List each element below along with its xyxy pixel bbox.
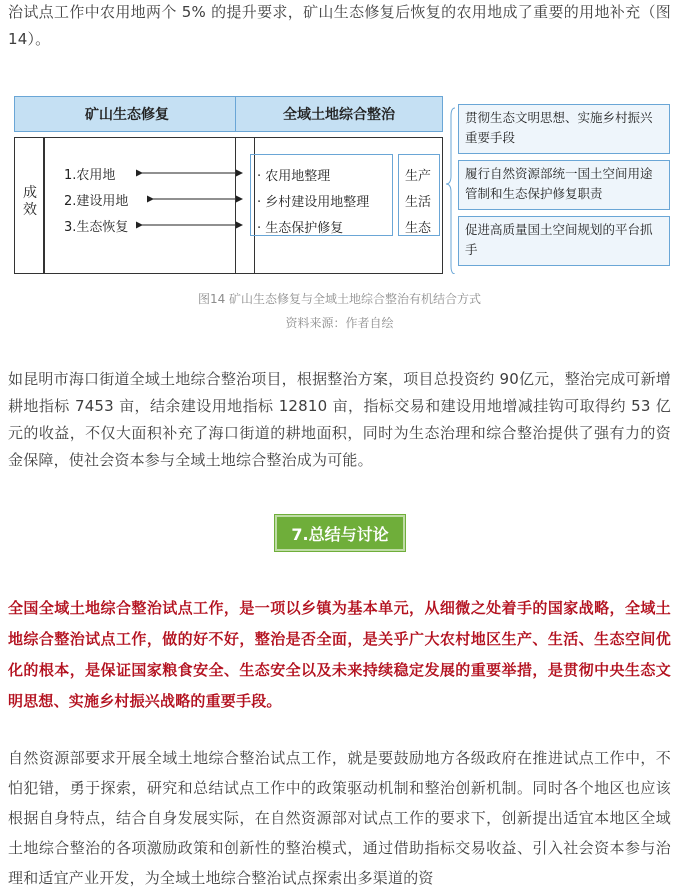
left-item-ecology: 3.生态恢复 [64,220,129,235]
triad-living: 生活 [405,195,432,210]
middle-item-ecology: · 生态保护修复 [257,221,344,236]
effect-label: 成效 [23,185,37,218]
left-item-construction: 2.建设用地 [64,194,129,209]
paragraph-intro: 治试点工作中农用地两个 5% 的提升要求，矿山生态修复后恢复的农用地成了重要的用地补充（图 14）。 [8,3,671,48]
middle-item-farmland: · 农用地整理 [257,169,331,184]
header-land-consolidation: 全域土地综合整治 [235,96,443,132]
paragraph-highlight: 全国全域土地综合整治试点工作，是一项以乡镇为基本单元，从细微之处着手的国家战略，全域土地综合整治试点工作，做的好不好，整治是否全面，是关乎广大农村地区生产、生活、生态空间优化的根本，是保证国家粮食安全、生态安全以及未来持续稳定发展的重要举措，是贯彻中央生态文明思想、实施乡村振兴战略的重要手段。 [8,599,671,710]
middle-item-village: · 乡村建设用地整理 [257,195,370,210]
triad-ecology: 生态 [405,221,432,236]
section-title: 7.总结与讨论 [275,515,405,551]
figure-caption: 图14 矿山生态修复与全域土地综合整治有机结合方式 [197,292,482,306]
triad-production: 生产 [405,169,432,184]
right-item-ecological-civilization: 贯彻生态文明思想、实施乡村振兴重要手段 [458,104,670,154]
figure-source: 资料来源：作者自绘 [285,316,394,330]
header-mine-restoration: 矿山生态修复 [14,96,240,132]
paragraph-example: 如昆明市海口街道全域土地综合整治项目，根据整治方案，项目总投资约 90亿元，整治完成可新增耕地指标 7453 亩，结余建设用地指标 12810 亩，指标交易和建设用地增减挂钩可取得约 53 亿元的收益，不仅大面积补充了海口街道的耕地面积，同时为生态治理和综合整治提供了强有力的资金保障，使社会资本参与全域土地综合整治成为可能。 [8,370,671,469]
brace [446,108,455,274]
consolidation-outer-box [235,137,443,274]
right-item-ministry-duties: 履行自然资源部统一国土空间用途管制和生态保护修复职责 [458,160,670,210]
left-item-farmland: 1.农用地 [64,168,116,183]
right-item-planning-platform: 促进高质量国土空间规划的平台抓手 [458,216,670,266]
paragraph-conclusion: 自然资源部要求开展全域土地综合整治试点工作，就是要鼓励地方各级政府在推进试点工作中，不怕犯错，勇于探索，研究和总结试点工作中的政策驱动机制和整治创新机制。同时各个地区也应该根据自身特点，结合自身发展实际，在自然资源部对试点工作的要求下，创新提出适宜本地区全域土地综合整治的各项激励政策和创新性的整治模式，通过借助指标交易收益、引入社会资本参与治理和适宜产业开发，为全域土地综合整治试点探索出多渠道的资 [8,749,671,887]
figure-14-diagram [14,96,670,274]
